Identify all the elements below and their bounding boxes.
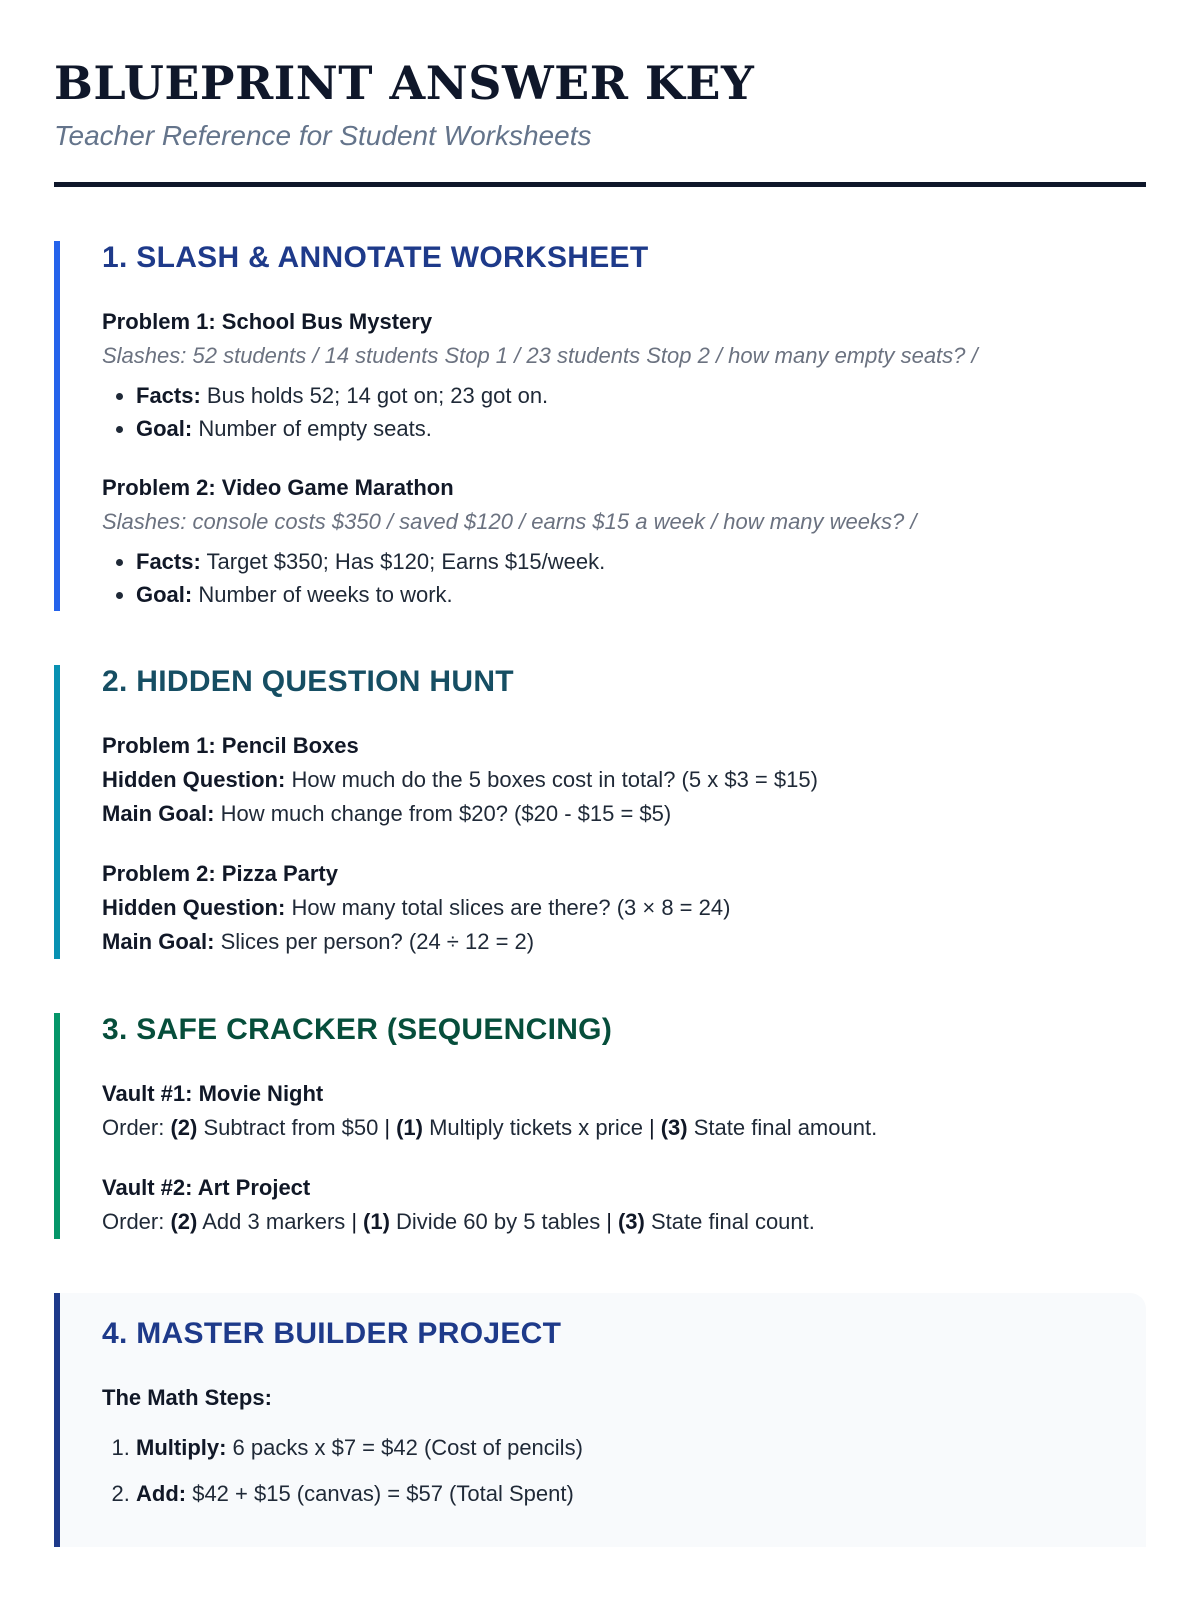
problem-title: Problem 1: School Bus Mystery (102, 309, 433, 334)
step-label: Add: (136, 1481, 187, 1506)
section-title: 2. HIDDEN QUESTION HUNT (102, 665, 514, 698)
goal-label: Goal: (136, 582, 193, 607)
list-item (136, 545, 1146, 578)
math-steps-block (102, 1381, 1146, 1517)
step-text: State final amount. (687, 1115, 878, 1140)
hidden-question-text: How much do the 5 boxes cost in total? (5 x $3 = $15) (285, 767, 818, 792)
problem-title: Problem 2: Video Game Marathon (102, 475, 454, 500)
facts-text: Bus holds 52; 14 got on; 23 got on. (200, 383, 549, 408)
section-slash-annotate (54, 241, 1146, 611)
section-title: 1. SLASH & ANNOTATE WORKSHEET (102, 241, 649, 274)
vault-title: Vault #1: Movie Night (102, 1081, 324, 1106)
step-text: State final count. (644, 1209, 815, 1234)
page-title: BLUEPRINT ANSWER KEY (54, 56, 755, 110)
facts-goal-list (102, 545, 1146, 611)
step-number: (1) (363, 1209, 390, 1234)
step-text: Add 3 markers (197, 1209, 346, 1234)
page-subtitle: Teacher Reference for Student Worksheets (54, 120, 592, 151)
list-item (136, 1471, 1146, 1517)
list-item (136, 412, 1146, 445)
step-separator: | (606, 1209, 612, 1234)
step-number: (3) (660, 1115, 688, 1140)
step-number: (3) (617, 1209, 645, 1234)
main-goal-text: How much change from $20? ($20 - $15 = $5) (214, 801, 672, 826)
step-text: Multiply tickets x price (422, 1115, 644, 1140)
problem-block (102, 305, 1146, 445)
slashes-text: Slashes: 52 students / 14 students Stop 1 / 23 students Stop 2 / how many empty seats? / (102, 343, 978, 368)
step-number: (2) (170, 1209, 198, 1234)
hidden-question-line (102, 891, 1146, 925)
section-hidden-question (54, 665, 1146, 959)
facts-label: Facts: (136, 383, 201, 408)
goal-text: Number of empty seats. (192, 416, 432, 441)
facts-goal-list (102, 379, 1146, 445)
problem-title: Problem 1: Pencil Boxes (102, 733, 359, 758)
order-line (102, 1205, 1146, 1239)
math-steps-list (102, 1425, 1146, 1517)
step-separator: | (351, 1209, 358, 1234)
hidden-question-label: Hidden Question: (102, 895, 286, 920)
problem-block (102, 729, 1146, 831)
page-header (54, 56, 1146, 187)
goal-text: Number of weeks to work. (192, 582, 453, 607)
facts-label: Facts: (136, 549, 201, 574)
step-number: (1) (396, 1115, 423, 1140)
step-separator: | (384, 1115, 391, 1140)
vault-block (102, 1077, 1146, 1145)
order-label: Order: (102, 1115, 171, 1140)
hidden-question-label: Hidden Question: (102, 767, 286, 792)
vault-block (102, 1171, 1146, 1239)
goal-label: Goal: (136, 416, 193, 441)
step-text: 6 packs x $7 = $42 (Cost of pencils) (226, 1435, 583, 1460)
list-item (136, 379, 1146, 412)
step-text: Divide 60 by 5 tables (389, 1209, 601, 1234)
section-master-builder (54, 1293, 1146, 1547)
hidden-question-line (102, 763, 1146, 797)
facts-text: Target $350; Has $120; Earns $15/week. (200, 549, 606, 574)
step-text: $42 + $15 (canvas) = $57 (Total Spent) (186, 1481, 574, 1506)
problem-block (102, 857, 1146, 959)
main-goal-label: Main Goal: (102, 929, 215, 954)
step-text: Subtract from $50 (197, 1115, 379, 1140)
step-number: (2) (170, 1115, 198, 1140)
section-safe-cracker (54, 1013, 1146, 1239)
slashes-text: Slashes: console costs $350 / saved $120 / earns $15 a week / how many weeks? / (102, 509, 917, 534)
order-line (102, 1111, 1146, 1145)
problem-block (102, 471, 1146, 611)
list-item (136, 1425, 1146, 1471)
main-goal-text: Slices per person? (24 ÷ 12 = 2) (214, 929, 535, 954)
section-title: 3. SAFE CRACKER (SEQUENCING) (102, 1013, 613, 1046)
section-title: 4. MASTER BUILDER PROJECT (102, 1317, 562, 1350)
main-goal-line (102, 925, 1146, 959)
step-separator: | (649, 1115, 655, 1140)
math-steps-title: The Math Steps: (102, 1385, 272, 1410)
hidden-question-text: How many total slices are there? (3 × 8 = 24) (285, 895, 731, 920)
main-goal-label: Main Goal: (102, 801, 215, 826)
step-label: Multiply: (136, 1435, 227, 1460)
vault-title: Vault #2: Art Project (102, 1175, 311, 1200)
order-label: Order: (102, 1209, 171, 1234)
problem-title: Problem 2: Pizza Party (102, 861, 338, 886)
list-item (136, 578, 1146, 611)
main-goal-line (102, 797, 1146, 831)
